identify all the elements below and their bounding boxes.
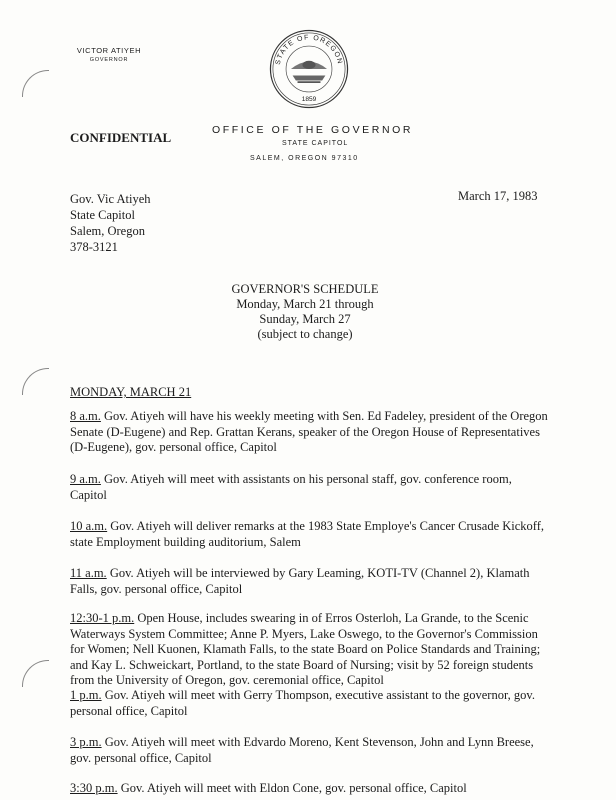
day-heading: MONDAY, MARCH 21 — [70, 385, 192, 399]
entry-time: 11 a.m. — [70, 566, 107, 580]
governor-name: VICTOR ATIYEH — [76, 46, 142, 55]
office-building: STATE CAPITOL — [282, 140, 349, 147]
entry-text: Gov. Atiyeh will meet with assistants on his personal staff, gov. conference room, Capitol — [70, 472, 512, 502]
seal-text: STATE OF OREGON — [274, 34, 344, 66]
entry-time: 12:30-1 p.m. — [70, 611, 135, 625]
schedule-range-start: Monday, March 21 through — [236, 297, 374, 311]
punch-hole-middle — [22, 368, 49, 395]
entry-text: Open House, includes swearing in of Erros Osterloh, La Grande, to the Scenic Waterways System Committee; Anne P. Myers, Lake Oswego, to the Governor's Commission for Women; Nell Kuonen, Klamath Falls, to the state Board on Police Standards and Training; and Kay L. Schweickart, Portland, to the state Board of Nursing; visit by 52 foreign students from the University of Oregon, gov. ceremonial office, Capitol — [70, 611, 541, 687]
schedule-entry — [70, 472, 550, 503]
entry-time: 10 a.m. — [70, 519, 108, 533]
from-line: Gov. Vic Atiyeh — [70, 192, 151, 206]
schedule-entry — [70, 519, 550, 550]
entry-time: 9 a.m. — [70, 472, 101, 486]
schedule-entry — [70, 611, 550, 689]
document-date: March 17, 1983 — [458, 189, 538, 203]
schedule-title — [190, 282, 420, 342]
seal-year: 1859 — [301, 95, 317, 103]
schedule-entry — [70, 566, 550, 597]
entry-text: Gov. Atiyeh will have his weekly meeting with Sen. Ed Fadeley, president of the Oregon Senate (D-Eugene) and Rep. Grattan Kerans, speaker of the Oregon House of Representatives (D-Eugene), gov. personal office, Capitol — [70, 409, 548, 454]
governor-title: GOVERNOR — [89, 57, 129, 63]
schedule-entry — [70, 688, 550, 719]
schedule-entry — [70, 409, 550, 456]
entry-text: Gov. Atiyeh will be interviewed by Gary Leaming, KOTI-TV (Channel 2), Klamath Falls, gov. personal office, Capitol — [70, 566, 530, 596]
entry-text: Gov. Atiyeh will meet with Gerry Thompson, executive assistant to the governor, gov. personal office, Capitol — [70, 688, 535, 718]
punch-hole-bottom — [22, 660, 49, 687]
entry-time: 8 a.m. — [70, 409, 101, 423]
schedule-heading: GOVERNOR'S SCHEDULE — [231, 282, 379, 296]
from-line: State Capitol — [70, 208, 135, 222]
from-block — [70, 191, 151, 255]
entry-text: Gov. Atiyeh will meet with Eldon Cone, gov. personal office, Capitol — [117, 781, 467, 795]
entry-time: 1 p.m. — [70, 688, 102, 702]
entry-time: 3:30 p.m. — [70, 781, 118, 795]
schedule-note: (subject to change) — [257, 327, 353, 341]
office-title: OFFICE OF THE GOVERNOR — [212, 124, 414, 136]
schedule-entry — [70, 781, 550, 797]
office-address: SALEM, OREGON 97310 — [250, 155, 359, 162]
confidential-label: CONFIDENTIAL — [70, 130, 172, 145]
entry-text: Gov. Atiyeh will meet with Edvardo Moreno, Kent Stevenson, John and Lynn Breese, gov. personal office, Capitol — [70, 735, 534, 765]
from-line: Salem, Oregon — [70, 224, 145, 238]
entry-time: 3 p.m. — [70, 735, 102, 749]
entry-text: Gov. Atiyeh will deliver remarks at the 1983 State Employe's Cancer Crusade Kickoff, state Employment building auditorium, Salem — [70, 519, 545, 549]
punch-hole-top — [22, 70, 49, 97]
schedule-range-end: Sunday, March 27 — [259, 312, 351, 326]
from-line: 378-3121 — [70, 240, 118, 254]
schedule-entry — [70, 735, 550, 766]
state-seal — [268, 28, 350, 110]
